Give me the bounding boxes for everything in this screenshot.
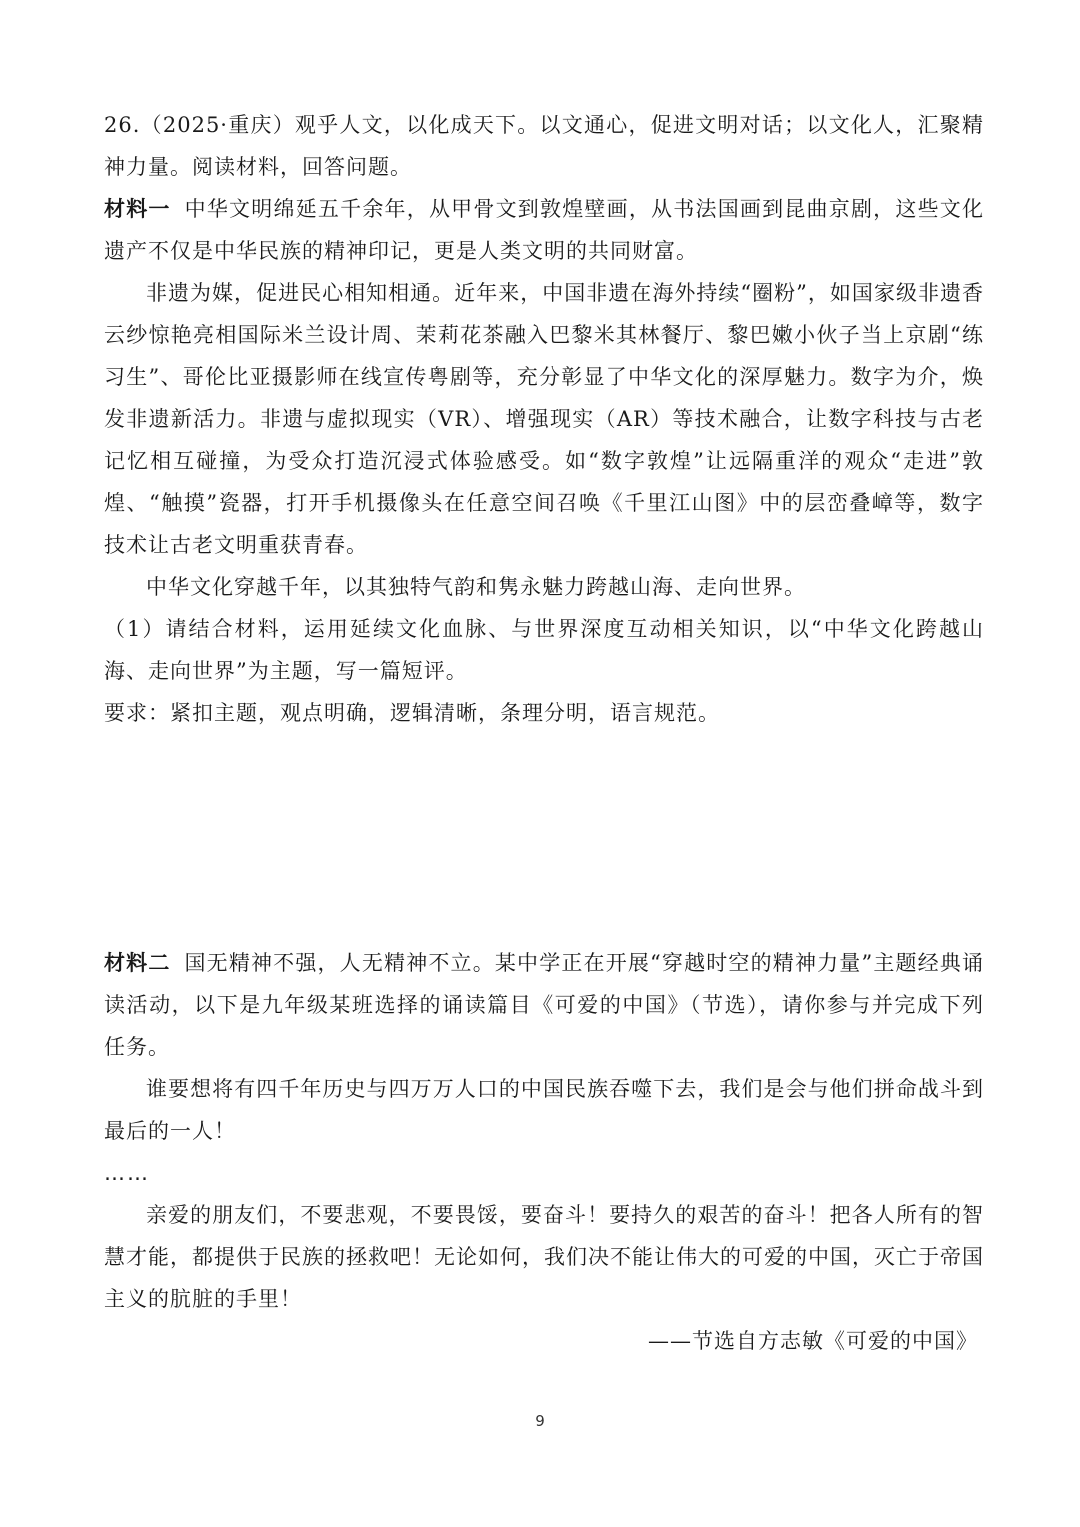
material2-excerpt-1: 谁要想将有四千年历史与四万万人口的中国民族吞噬下去，我们是会与他们拼命战斗到最后的一人！ <box>104 1077 984 1143</box>
material1-paragraph-3: 中华文化穿越千年，以其独特气韵和隽永魅力跨越山海、走向世界。 <box>146 575 806 599</box>
material2-excerpt-2: 亲爱的朋友们，不要悲观，不要畏馁，要奋斗！要持久的艰苦的奋斗！把各人所有的智慧才能，都提供于民族的拯救吧！无论如何，我们决不能让伟大的可爱的中国，灭亡于帝国主义的肮脏的手里！ <box>104 1203 984 1311</box>
answer-space <box>104 734 984 942</box>
excerpt-ellipsis: …… <box>104 1161 150 1185</box>
material1-paragraph-2: 非遗为媒，促进民心相知相通。近年来，中国非遗在海外持续“圈粉”，如国家级非遗香云纱惊艳亮相国际米兰设计周、茉莉花茶融入巴黎米其林餐厅、黎巴嫩小伙子当上京剧“练习生”、哥伦比亚摄影师在线宣传粤剧等，充分彰显了中华文化的深厚魅力。数字为介，焕发非遗新活力。非遗与虚拟现实（VR）、增强现实（AR）等技术融合，让数字科技与古老记忆相互碰撞，为受众打造沉浸式体验感受。如“数字敦煌”让远隔重洋的观众“走进”敦煌、“触摸”瓷器，打开手机摄像头在任意空间召唤《千里江山图》中的层峦叠嶂等，数字技术让古老文明重获青春。 <box>104 281 984 557</box>
material1-intro-text: 中华文明绵延五千余年，从甲骨文到敦煌壁画，从书法国画到昆曲京剧，这些文化遗产不仅是中华民族的精神印记，更是人类文明的共同财富。 <box>104 197 985 263</box>
material1-intro-paragraph <box>104 188 984 272</box>
page-number: 9 <box>535 1412 545 1430</box>
material2-label: 材料二 <box>104 951 171 975</box>
excerpt-source: ——节选自方志敏《可爱的中国》 <box>648 1329 978 1353</box>
task1-requirement: 要求：紧扣主题，观点明确，逻辑清晰，条理分明，语言规范。 <box>104 701 720 725</box>
material2-intro-paragraph <box>104 942 984 1068</box>
question-header: 26.（2025·重庆）观乎人文，以化成天下。以文通心，促进文明对话；以文化人，汇聚精神力量。阅读材料，回答问题。 <box>104 113 984 179</box>
material2-intro-text: 国无精神不强，人无精神不立。某中学正在开展“穿越时空的精神力量”主题经典诵读活动，以下是九年级某班选择的诵读篇目《可爱的中国》（节选），请你参与并完成下列任务。 <box>104 951 985 1059</box>
document-body <box>104 104 984 1362</box>
task1-prompt: （1）请结合材料，运用延续文化血脉、与世界深度互动相关知识，以“中华文化跨越山海、走向世界”为主题，写一篇短评。 <box>104 617 984 683</box>
material1-label: 材料一 <box>104 197 171 221</box>
